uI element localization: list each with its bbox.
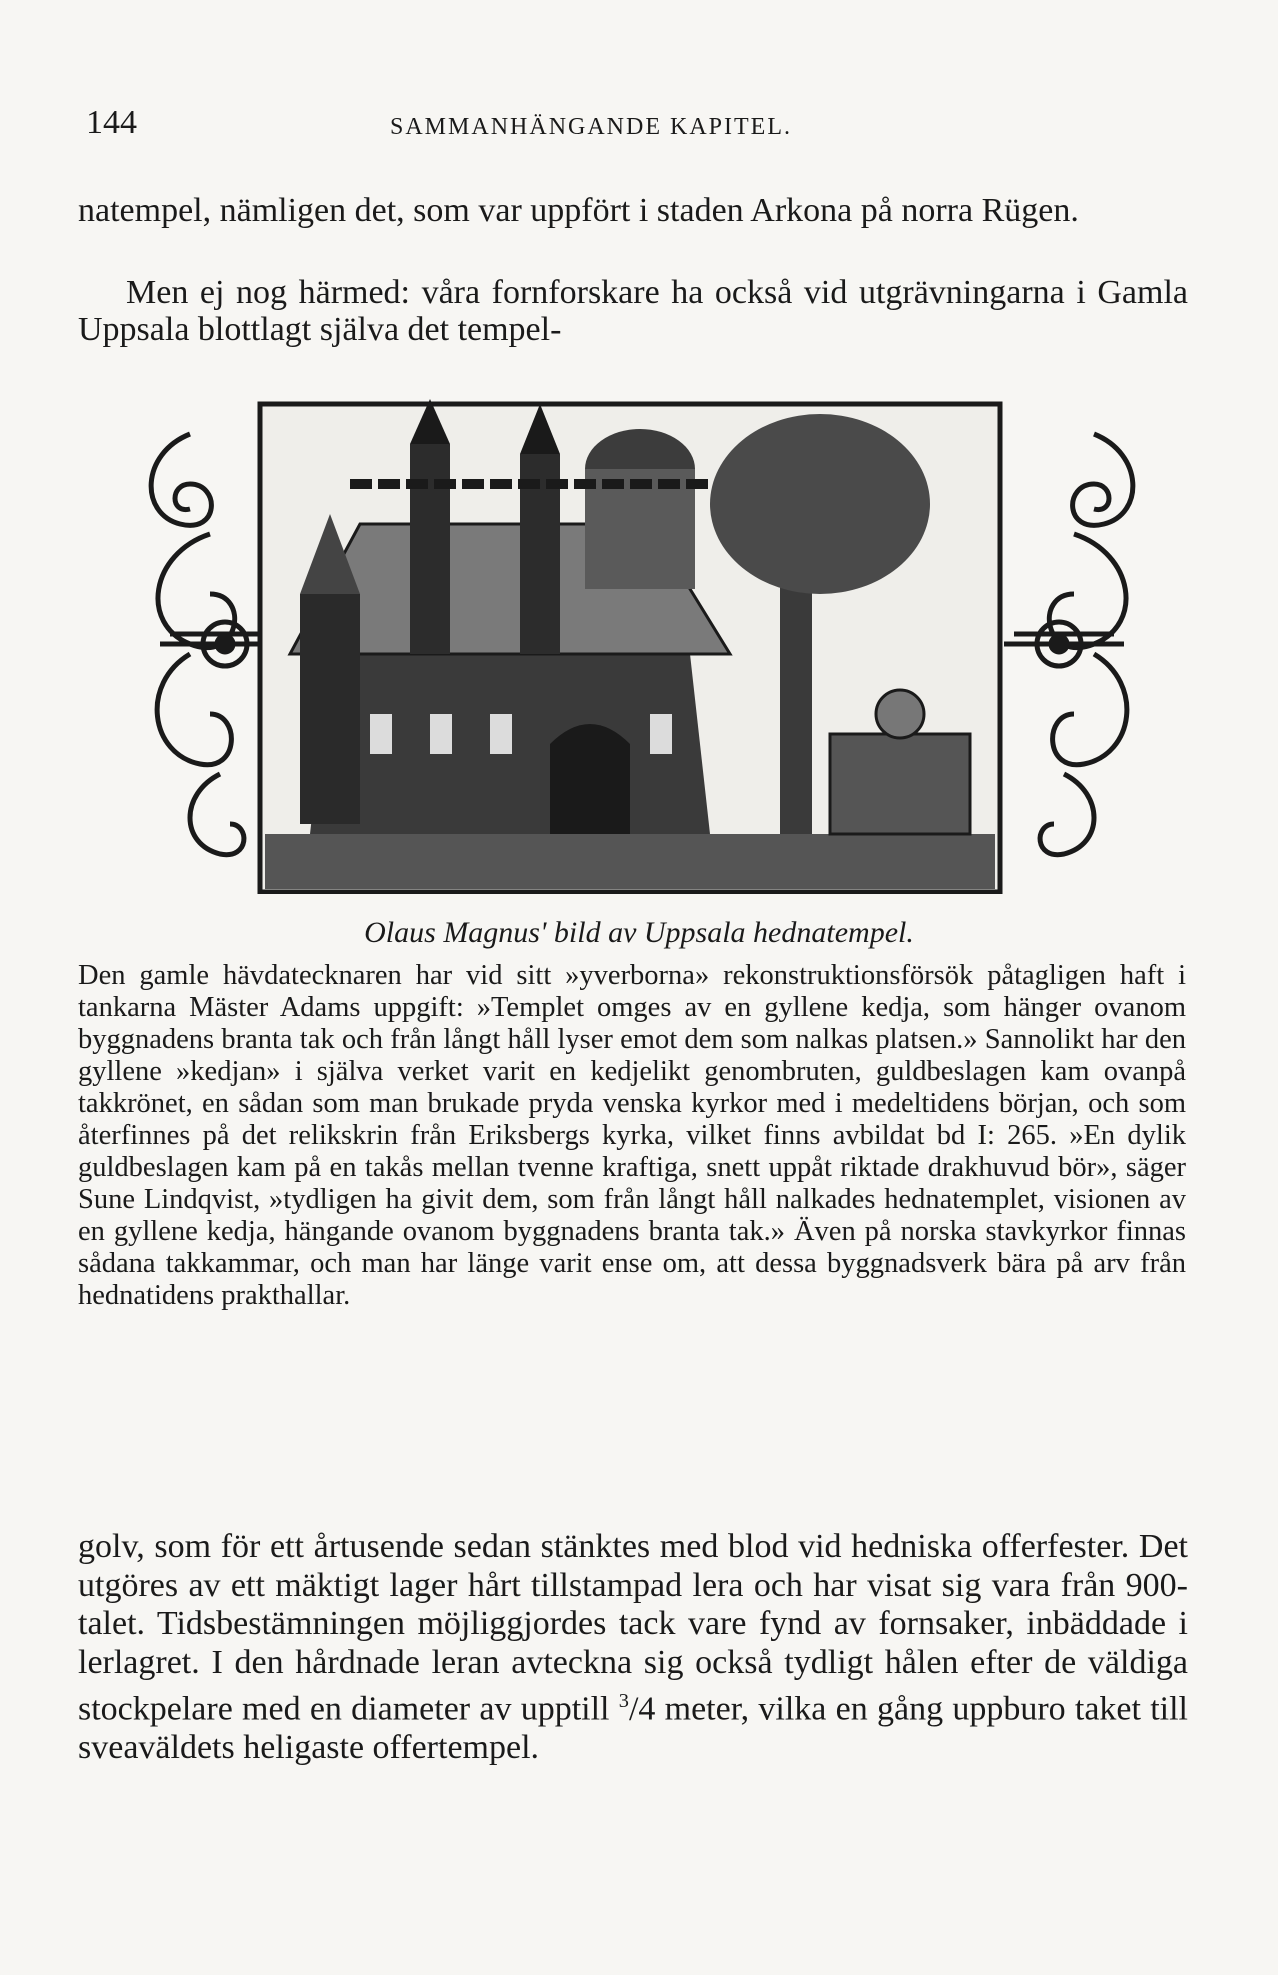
fraction-denominator: /4 — [628, 1690, 656, 1728]
right-ornament-icon — [1004, 434, 1133, 855]
figure-caption: Olaus Magnus' bild av Uppsala hednatempel. — [364, 916, 914, 949]
paragraph-1: natempel, nämligen det, som var uppfört i staden Arkona på norra Rügen. — [78, 192, 1079, 229]
woodcut-temple-icon — [130, 394, 1154, 894]
fraction-numerator: 3 — [618, 1690, 629, 1712]
paragraph-3 — [78, 1528, 1188, 1767]
paragraph-3-text-b: meter, vilka en gång uppburo taket till sveaväldets heligaste offertempel. — [78, 1690, 1188, 1766]
running-title: SAMMANHÄNGANDE KAPITEL. — [390, 114, 792, 140]
paragraph-3-text-a: golv, som för ett årtusende sedan stänktes med blod vid hedniska offerfester. Det utgöres av ett mäktigt lager hårt tillstampad lera och har visat sig vara från 900-talet. Tidsbestämningen möjliggjordes tack vare fynd av fornsaker, inbäddade i lerlagret. I den hårdnade leran avteckna sig också tydligt hålen efter de väldiga stockpelare med en diameter av upptill — [78, 1528, 1188, 1728]
excerpt-block: Den gamle hävdatecknaren har vid sitt »yverborna» rekonstruktionsförsök påtagligen haft i tankarna Mäster Adams uppgift: »Templet omges av en gyllene kedja, som hänger ovanom byggnadens branta tak och från långt håll lyser emot dem som nalkas platsen.» Sannolikt har den gyllene »kedjan» i själva verket varit en kedjelikt genombruten, guldbeslagen kam ovanpå takkrönet, en sådan som man brukade pryda venska kyrkor med i medeltidens början, och som återfinnes på det relikskrin från Eriksbergs kyrka, vilket finns avbildat bd I: 265. »En dylik guldbeslagen kam på en takås mellan tvenne kraftiga, snett uppåt riktade drakhuvud bör», säger Sune Lindqvist, »tydligen ha givit dem, som från långt håll nalkades hednatemplet, visionen av en gyllene kedja, hängande ovanom byggnadens branta tak.» Även på norska stavkyrkor finnas sådana takkammar, och man har länge varit ense om, att dessa byggnadsverk bära på arv från hednatidens prakthallar. — [78, 960, 1186, 1311]
page-number: 144 — [86, 104, 137, 141]
paragraph-2: Men ej nog härmed: våra fornforskare ha också vid utgrävningarna i Gamla Uppsala blottlagt själva det tempel- — [78, 274, 1188, 348]
page-header — [86, 104, 1186, 148]
temple-scene-icon — [260, 399, 1000, 892]
